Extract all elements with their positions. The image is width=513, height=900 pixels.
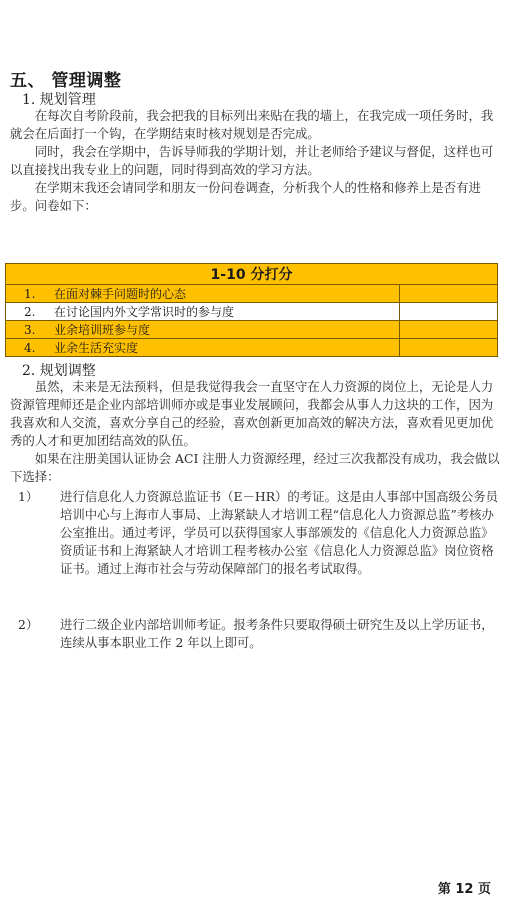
table-row	[6, 285, 498, 303]
score-cell	[400, 339, 498, 357]
option-marker-1: 1）	[18, 489, 39, 504]
option-marker-2: 2）	[18, 617, 39, 632]
adjustment-body	[10, 378, 500, 486]
score-cell	[400, 321, 498, 339]
row-number: 1.	[24, 286, 36, 301]
row-label: 业余培训班参与度	[54, 323, 151, 337]
score-cell	[400, 303, 498, 321]
option-text-2: 进行二级企业内部培训师考证。报考条件只要取得硕士研究生及以上学历证书，连续从事本职业工作 2 年以上即可。	[60, 617, 494, 650]
planning-body	[10, 107, 500, 215]
row-number: 3.	[24, 322, 36, 337]
planning-paragraph-3: 在学期末我还会请同学和朋友一份问卷调查，分析我个人的性格和修养上是否有进步。问卷如下：	[10, 180, 481, 213]
row-label: 在面对棘手问题时的心态	[54, 287, 187, 301]
adjustment-paragraph-1: 虽然，未来是无法预料，但是我觉得我会一直坚守在人力资源的岗位上，无论是人力资源管理师还是企业内部培训师亦或是事业发展顾问，我都会从事人力这块的工作，因为我喜欢和人交流，喜欢分享自己的经验，喜欢创新更加高效的解决方法，喜欢看见更加优秀的人才和更加团结高效的队伍。	[10, 379, 494, 448]
table-row	[6, 321, 498, 339]
score-table	[5, 263, 498, 357]
planning-title: 1. 规划管理	[22, 92, 96, 108]
adjustment-paragraph-2: 如果在注册美国认证协会 ACI 注册人力资源经理，经过三次我都没有成功，我会做以下选择：	[10, 451, 500, 484]
score-table-header: 1-10 分打分	[6, 264, 498, 285]
row-label: 业余生活充实度	[54, 341, 139, 355]
score-table-header-row	[6, 264, 498, 285]
planning-paragraph-2: 同时，我会在学期中，告诉导师我的学期计划，并让老师给予建议与督促，这样也可以直接找出我专业上的问题，同时得到高效的学习方法。	[10, 144, 494, 177]
section-heading: 五、 管理调整	[10, 71, 122, 91]
table-row	[6, 303, 498, 321]
adjustment-title: 2. 规划调整	[22, 363, 96, 379]
option-text-1: 进行信息化人力资源总监证书（E－HR）的考证。这是由人事部中国高级公务员培训中心与上海市人事局、上海紧缺人才培训工程“信息化人力资源总监”考核办公室推出。通过考评，学员可以获得国家人事部颁发的《信息化人力资源总监》资质证书和上海紧缺人才培训工程考核办公室《信息化人力资源总监》岗位资格证书。通过上海市社会与劳动保障部门的报名考试取得。	[60, 489, 499, 576]
row-number: 2.	[24, 304, 36, 319]
planning-paragraph-1: 在每次自考阶段前，我会把我的目标列出来贴在我的墙上，在我完成一项任务时，我就会在后面打一个钩，在学期结束时核对规划是否完成。	[10, 108, 494, 141]
row-label: 在讨论国内外文学常识时的参与度	[54, 305, 235, 319]
table-row	[6, 339, 498, 357]
page-number: 第 12 页	[437, 882, 491, 897]
row-number: 4.	[24, 340, 36, 355]
score-cell	[400, 285, 498, 303]
